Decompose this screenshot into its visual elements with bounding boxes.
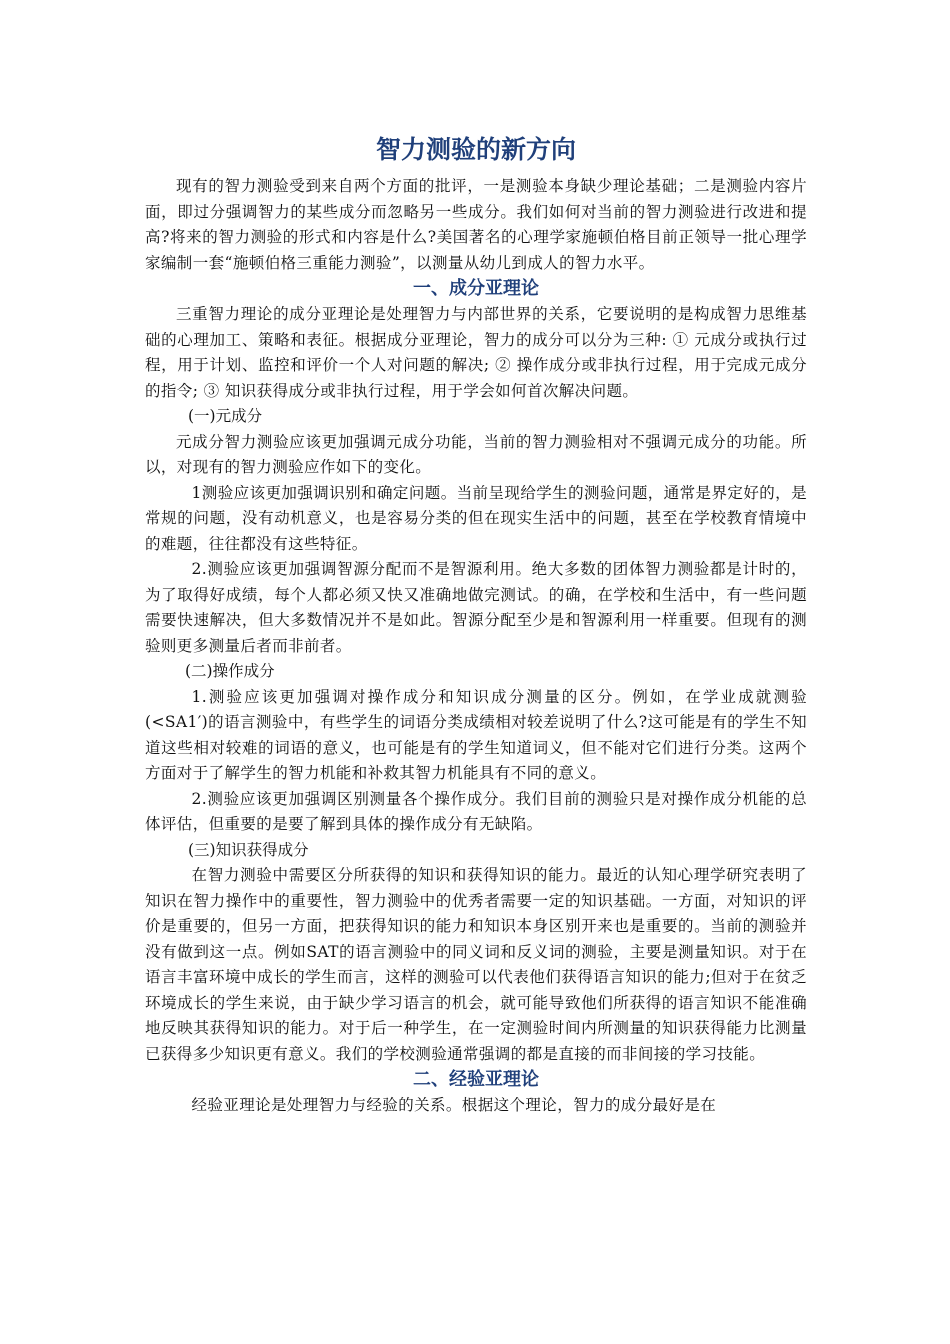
section2-paragraph-1: 经验亚理论是处理智力与经验的关系。根据这个理论，智力的成分最好是在 [191,1096,717,1114]
subsection3-paragraph-1: 在智力测验中需要区分所获得的知识和获得知识的能力。最近的认知心理学研究表明了知识在智力操作中的重要性，智力测验中的优秀者需要一定的知识基础。一方面，对知识的评价是重要的，但另一方面，把获得知识的能力和知识本身区别开来也是重要的。当前的测验并没有做到这一点。例如SAT的语言测验中的同义词和反义词的测验，主要是测量知识。对于在语言丰富环境中成长的学生而言，这样的测验可以代表他们获得语言知识的能力;但对于在贫乏环境成长的学生来说，由于缺少学习语言的机会，就可能导致他们所获得的语言知识不能准确地反映其获得知识的能力。对于后一种学生，在一定测验时间内所测量的知识获得能力比测量已获得多少知识更有意义。我们的学校测验通常强调的都是直接的而非间接的学习技能。 [145,866,807,1063]
subsection2-paragraph-2: 2.测验应该更加强调区别测量各个操作成分。我们目前的测验只是对操作成分机能的总体评估，但重要的是要了解到具体的操作成分有无缺陷。 [145,789,807,833]
subsection2-paragraph-1: 1.测验应该更加强调对操作成分和知识成分测量的区分。例如，在学业成就测验(<SA1′)的语言测验中，有些学生的词语分类成绩相对较差说明了什么?这可能是有的学生不知道这些相对较难的词语的意义，也可能是有的学生知道词义，但不能对它们进行分类。这两个方面对于了解学生的智力机能和补救其智力机能具有不同的意义。 [145,687,807,782]
section2-heading: 二、经验亚理论 [413,1069,539,1090]
subsection1-paragraph-3: 2.测验应该更加强调智源分配而不是智源利用。绝大多数的团体智力测验都是计时的，为了取得好成绩，每个人都必须又快又准确地做完测试。的确，在学校和生活中，有一些问题需要快速解决，但大多数情况并不是如此。智源分配至少是和智源利用一样重要。但现有的测验则更多测量后者而非前者。 [145,560,807,655]
document-title: 智力测验的新方向 [375,135,576,164]
subsection2-heading: (二)操作成分 [185,662,275,680]
subsection1-heading: (一)元成分 [188,407,263,425]
subsection1-paragraph-1: 元成分智力测验应该更加强调元成分功能，当前的智力测验相对不强调元成分的功能。所以，对现有的智力测验应作如下的变化。 [145,432,807,476]
subsection3-heading: (三)知识获得成分 [188,840,309,859]
subsection1-paragraph-2: 1测验应该更加强调识别和确定问题。当前呈现给学生的测验问题，通常是界定好的，是常规的问题，没有动机意义，也是容易分类的但在现实生活中的问题，甚至在学校教育情境中的难题，往往都没有这些特征。 [145,483,807,553]
section1-heading: 一、成分亚理论 [413,278,539,299]
section1-intro-paragraph: 三重智力理论的成分亚理论是处理智力与内部世界的关系，它要说明的是构成智力思维基础的心理加工、策略和表征。根据成分亚理论，智力的成分可以分为三种: ① 元成分或执行过程，用于计划、监控和评价一个人对问题的解决; ② 操作成分或非执行过程，用于完成元成分的指令; ③ 知识获得成分或非执行过程，用于学会如何首次解决问题。 [145,305,807,400]
document-page [145,130,807,1119]
intro-paragraph: 现有的智力测验受到来自两个方面的批评，一是测验本身缺少理论基础；二是测验内容片面，即过分强调智力的某些成分而忽略另一些成分。我们如何对当前的智力测验进行改进和提高?将来的智力测验的形式和内容是什么?美国著名的心理学家施顿伯格目前正领导一批心理学家编制一套“施顿伯格三重能力测验”，以测量从幼儿到成人的智力水平。 [145,177,807,272]
